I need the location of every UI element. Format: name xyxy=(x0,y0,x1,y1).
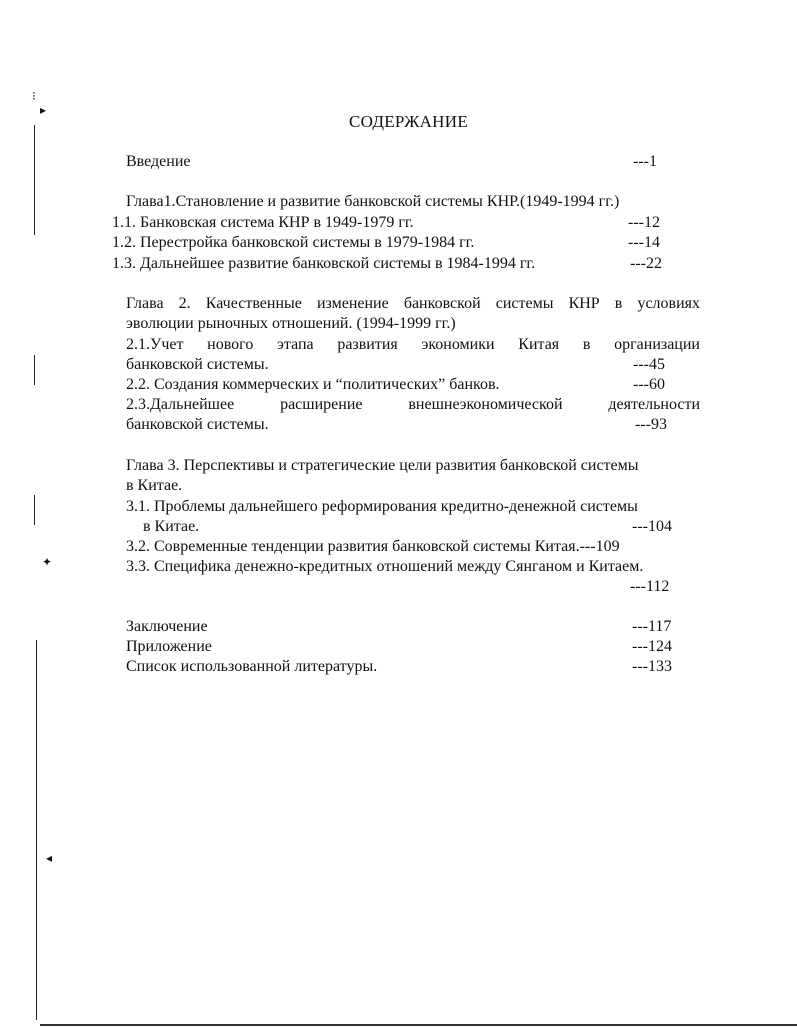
scan-margin-line xyxy=(36,640,37,1020)
chapter3-item1-line2: в Китае. xyxy=(143,518,200,535)
chapter3-heading-line1: Глава 3. Перспективы и стратегические цели развития банковской системы xyxy=(126,457,639,474)
appendix-label: Приложение xyxy=(126,638,212,655)
chapter2-item1-line1: 2.1.Учет нового этапа развития экономики Китая в организации xyxy=(126,336,700,353)
scan-margin-line xyxy=(34,355,35,385)
chapter2-heading-line1: Глава 2. Качественные изменение банковской системы КНР в условиях xyxy=(126,295,700,312)
scan-speck: ▸ xyxy=(40,103,47,117)
chapter2-item1-page: ---45 xyxy=(633,356,665,373)
chapter1-item-page: ---12 xyxy=(628,214,660,231)
chapter2-item2-label: 2.2. Создания коммерческих и “политических” банков. xyxy=(126,376,500,393)
chapter2-item2-page: ---60 xyxy=(633,376,665,393)
scan-margin-line xyxy=(34,125,35,235)
chapter1-item-label: 1.2. Перестройка банковской системы в 1979-1984 гг. xyxy=(112,234,475,251)
toc-intro-page: ---1 xyxy=(633,153,657,170)
scan-speck: ◂ xyxy=(46,851,53,865)
chapter3-item3-page: ---112 xyxy=(630,578,670,595)
scan-margin-line xyxy=(34,495,35,525)
chapter3-heading-line2: в Китае. xyxy=(126,477,183,494)
chapter3-item1-page: ---104 xyxy=(632,518,672,535)
chapter3-item3-label: 3.3. Специфика денежно-кредитных отношений между Сянганом и Китаем. xyxy=(126,558,644,575)
chapter1-item-page: ---22 xyxy=(630,255,662,272)
scan-speck: ✦ xyxy=(42,555,53,569)
chapter2-item3-page: ---93 xyxy=(635,416,667,433)
chapter2-heading-line2: эволюции рыночных отношений. (1994-1999 гг.) xyxy=(126,315,456,332)
chapter3-item2-label: 3.2. Современные тенденции развития банковской системы Китая.---109 xyxy=(126,538,620,555)
scan-speck: ⁝ xyxy=(32,89,36,103)
chapter3-item1-line1: 3.1. Проблемы дальнейшего реформирования кредитно-денежной системы xyxy=(126,498,638,515)
conclusion-label: Заключение xyxy=(126,618,208,635)
chapter2-item1-line2: банковской системы. xyxy=(126,356,269,373)
chapter1-heading: Глава1.Становление и развитие банковской системы КНР.(1949-1994 гг.) xyxy=(126,193,620,210)
chapter1-item-label: 1.3. Дальнейшее развитие банковской системы в 1984-1994 гг. xyxy=(112,255,536,272)
chapter1-item-label: 1.1. Банковская система КНР в 1949-1979 гг. xyxy=(112,214,414,231)
chapter2-item3-line2: банковской системы. xyxy=(126,416,269,433)
chapter2-item3-line1: 2.3.Дальнейшее расширение внешнеэкономической деятельности xyxy=(126,396,700,413)
scan-bottom-edge xyxy=(40,1024,797,1026)
chapter1-item-page: ---14 xyxy=(628,234,660,251)
references-label: Список использованной литературы. xyxy=(126,658,378,675)
appendix-page: ---124 xyxy=(632,638,672,655)
conclusion-page: ---117 xyxy=(632,618,672,635)
toc-title: СОДЕРЖАНИЕ xyxy=(348,112,469,131)
references-page: ---133 xyxy=(632,658,672,675)
toc-intro-label: Введение xyxy=(126,153,191,170)
